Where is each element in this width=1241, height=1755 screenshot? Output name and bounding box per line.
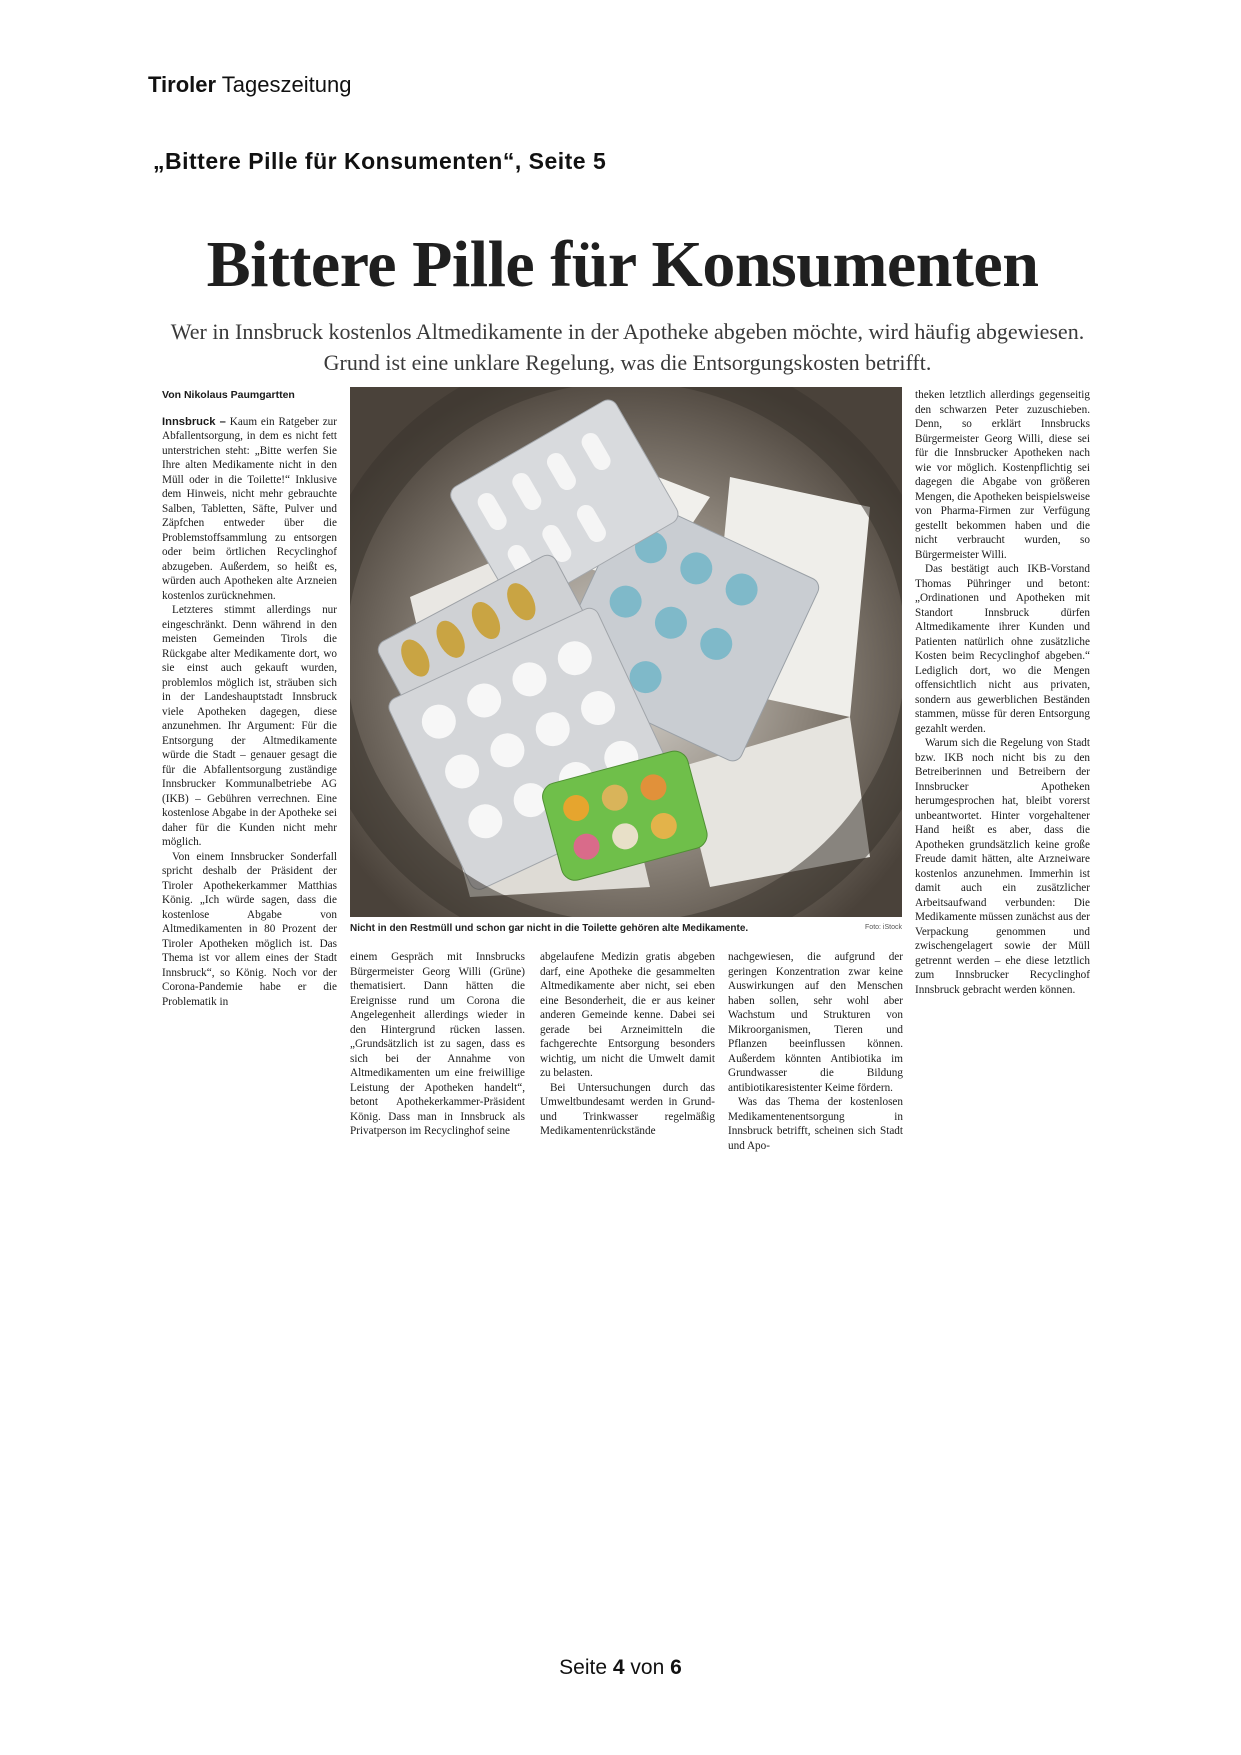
paragraph: Letzteres stimmt allerdings nur eingeschränkt. Denn während in den meisten Gemeinden Tirols die Rückgabe alter Medikamente dort, wo sie einst auch gekauft wurden, problemlos möglich ist, sträuben sich in der Landeshauptstadt Innsbruck viele Apotheken dagegen, diese anzunehmen. Ihr Argument: Für die Entsorgung der Altmedikamente würde die Stadt – genauer gesagt die für die Abfallentsorgung zuständige Innsbrucker Kommunalbetriebe AG (IKB) – Gebühren verrechnen. Eine kostenlose Abgabe in der Apotheke sei daher für die Kunden nicht mehr möglich. <box>162 604 337 848</box>
total-page-number: 6 <box>670 1656 682 1679</box>
paragraph: nachgewiesen, die aufgrund der geringen Konzentration zwar keine Auswirkungen auf den Menschen haben sollen, sehr wohl aber Wachstum und Strukturen von Mikroorganismen, Tieren und Pflanzen beeinflussen können. Außerdem könnten Antibiotika im Grundwasser die Bildung antibiotikaresistenter Keime fördern. <box>728 951 903 1094</box>
article-column-right <box>915 388 1090 997</box>
article-column-bottom-2 <box>540 950 715 1139</box>
clipping-title: „Bittere Pille für Konsumenten“, Seite 5 <box>153 148 607 174</box>
paragraph: einem Gespräch mit Innsbrucks Bürgermeister Georg Willi (Grüne) thematisiert. Dann hätten die Ereignisse rund um Corona die Angelegenheit allerdings wieder in den Hintergrund rücken lassen. „Grundsätzlich ist zu sagen, dass es sich bei der Annahme von Altmedikamenten um eine freiwillige Leistung der Apotheken handelt“, betont Apothekerkammer-Präsident König. Dass man in Innsbruck als Privatperson im Recyclinghof seine <box>350 951 525 1137</box>
page-footer <box>0 1656 1241 1680</box>
paragraph: theken letztlich allerdings gegenseitig den schwarzen Peter zuzuschieben. Denn, so erklärt Innsbrucks Bürgermeister Georg Willi, diese sei für die Innsbrucker Apotheken nach wie vor möglich. Kostenpflichtig sei dagegen die Abgabe von größeren Mengen, die Apotheken beispielsweise von Pharma-Firmen zur Verfügung gestellt bekommen haben und die nicht verbraucht wurden, so Bürgermeister Willi. <box>915 389 1090 561</box>
paragraph: Warum sich die Regelung von Stadt bzw. IKB noch nicht bis zu den Betreiberinnen und Betreibern der Innsbrucker Apotheken herumgesprochen hat, bleibt vorerst unbeantwortet. Hinter vorgehaltener Hand heißt es aber, dass die Apotheken grundsätzlich keine große Freude damit hätten, alte Arzneiware kostenlos anzunehmen. Immerhin ist damit auch ein zusätzlicher Arbeitsaufwand verbunden: Die Medikamente müssen zunächst aus der Verpackung genommen und zwischengelagert sowie der Müll getrennt werden – ehe diese letztlich zum Innsbrucker Recyclinghof Innsbruck gebracht werden können. <box>915 737 1090 996</box>
page-of-label: von <box>630 1656 665 1679</box>
paragraph: abgelaufene Medizin gratis abgeben darf, eine Apotheke die gesammelten Altmedikamente aber nicht, sei eben eine Besonderheit, die er aus keiner anderen Gemeinde kenne. Dabei sei gerade bei Arzneimitteln die fachgerechte Entsorgung besonders wichtig, um nicht die Umwelt damit zu belasten. <box>540 951 715 1079</box>
paragraph: Bei Untersuchungen durch das Umweltbundesamt werden in Grund- und Trinkwasser regelmäßig Medikamentenrückstände <box>540 1081 715 1137</box>
byline: Von Nikolaus Paumgartten <box>162 389 295 401</box>
photo-caption-row <box>350 923 902 934</box>
paragraph <box>162 415 337 604</box>
dateline: Innsbruck – <box>162 415 226 428</box>
brand-name-regular: Tageszeitung <box>221 72 352 97</box>
paragraph: Das bestätigt auch IKB-Vorstand Thomas Pühringer und betont: „Ordinationen und Apotheken mit Standort Innsbruck dürfen Altmedikamente ihrer Kunden und Patienten natürlich ohne zusätzliche Kosten beim Recyclinghof abgeben.“ Lediglich dort, wo die Mengen offensichtlich nicht aus privaten, sondern aus gewerblichen Beständen stammen, müsse für deren Entsorgung gezahlt werden. <box>915 563 1090 735</box>
paragraph: Was das Thema der kostenlosen Medikamentenentsorgung in Innsbruck betrifft, scheinen sich Stadt und Apo- <box>728 1096 903 1152</box>
newspaper-clipping <box>150 220 1095 1205</box>
article-photo-medications <box>350 387 902 917</box>
photo-credit: Foto: iStock <box>865 924 902 931</box>
article-subhead: Wer in Innsbruck kostenlos Altmedikamente in der Apotheke abgeben möchte, wird häufig abgewiesen. Grund ist eine unklare Regelung, was die Entsorgungskosten betrifft. <box>170 319 1085 375</box>
article-column-left <box>162 388 337 1009</box>
page-label: Seite <box>559 1656 608 1679</box>
publication-header <box>148 72 351 98</box>
current-page-number: 4 <box>612 1656 625 1679</box>
article-column-bottom-1 <box>350 950 525 1139</box>
photo-illustration <box>350 387 902 917</box>
photo-caption: Nicht in den Restmüll und schon gar nicht in die Toilette gehören alte Medikamente. <box>350 923 749 934</box>
brand-name-bold: Tiroler <box>148 72 217 97</box>
article-column-bottom-3 <box>728 950 903 1153</box>
article-headline: Bittere Pille für Konsumenten <box>206 228 1039 301</box>
paragraph-text: Kaum ein Ratgeber zur Abfallentsorgung, in dem es nicht fett unterstrichen steht: „Bitte werfen Sie Ihre alten Medikamente nicht in den Müll oder in die Toilette!“ Inklusive dem Hinweis, nicht mehr gebrauchte Salben, Tabletten, Säfte, Pulver und Zäpfchen entweder über die Problemstoffsammlung zu entsorgen oder beim örtlichen Recyclinghof abzugeben. Außerdem, so heißt es, würden auch Apotheken alte Arzneien kostenlos zurücknehmen. <box>162 415 337 602</box>
paragraph: Von einem Innsbrucker Sonderfall spricht deshalb der Präsident der Tiroler Apothekerkammer Matthias König. „Ich würde sagen, dass die kostenlose Abgabe von Altmedikamenten in 80 Prozent der Tiroler Apotheken möglich ist. Das Thema ist vor allem eines der Stadt Innsbruck“, so König. Noch vor der Corona-Pandemie habe er die Problematik in <box>162 850 337 1008</box>
